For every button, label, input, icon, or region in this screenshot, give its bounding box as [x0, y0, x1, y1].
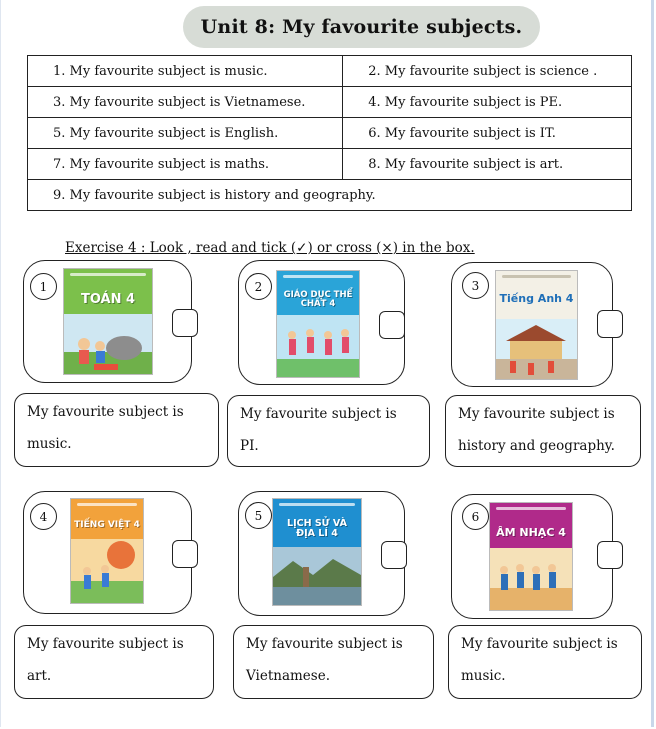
illustration-icon: [277, 315, 359, 377]
vocab-cell: 9. My favourite subject is history and geography.: [28, 180, 632, 211]
vocab-cell: 8. My favourite subject is art.: [343, 149, 632, 180]
vocab-cell: 6. My favourite subject is IT.: [343, 118, 632, 149]
vocab-cell: 7. My favourite subject is maths.: [28, 149, 343, 180]
sentence-text: history and geography.: [458, 438, 615, 454]
item-number-2: 2: [245, 273, 272, 300]
book-title: LỊCH SỬ VÀ ĐỊA LÍ 4: [287, 518, 347, 539]
item-number-3: 3: [462, 272, 489, 299]
vocab-cell: 4. My favourite subject is PE.: [343, 87, 632, 118]
sentence-text: music.: [27, 436, 72, 452]
sentence-box-4: [14, 625, 214, 699]
sentence-box-2: [227, 395, 430, 467]
book-cover-vietnamese: [70, 498, 144, 604]
book-cover-math: [63, 268, 153, 375]
sentence-text: Vietnamese.: [246, 668, 330, 684]
answer-box-5[interactable]: [381, 541, 407, 569]
illustration-icon: [71, 539, 143, 603]
sentence-text: art.: [27, 668, 52, 684]
vocab-cell: 1. My favourite subject is music.: [28, 56, 343, 87]
book-title: TIẾNG VIỆT 4: [74, 520, 140, 530]
exercise-title: Exercise 4 : Look , read and tick (✓) or cross (×) in the box.: [65, 240, 475, 256]
illustration-icon: [64, 314, 152, 374]
item-number-6: 6: [462, 503, 489, 530]
sentence-box-3: [445, 395, 641, 467]
book-cover-pe: [276, 270, 360, 378]
book-title: Tiếng Anh 4: [499, 292, 574, 305]
book-cover-history-geography: [272, 498, 362, 606]
item-number-1: 1: [30, 273, 57, 300]
answer-box-1[interactable]: [172, 309, 198, 337]
book-title: ÂM NHẠC 4: [496, 526, 566, 539]
sentence-text: My favourite subject is: [458, 406, 615, 422]
sentence-box-6: [448, 625, 642, 699]
sentence-text: My favourite subject is PI.: [240, 406, 397, 454]
item-number-5: 5: [245, 502, 272, 529]
vocabulary-table: [27, 55, 632, 211]
vocab-cell: 3. My favourite subject is Vietnamese.: [28, 87, 343, 118]
sentence-box-1: [14, 393, 219, 467]
sentence-text: My favourite subject is: [461, 636, 618, 652]
book-cover-english: [495, 270, 578, 380]
sentence-text: My favourite subject is: [246, 636, 403, 652]
illustration-icon: [273, 547, 361, 605]
answer-box-4[interactable]: [172, 540, 198, 568]
sentence-text: My favourite subject is: [27, 404, 184, 420]
illustration-icon: [490, 548, 572, 610]
illustration-icon: [496, 319, 577, 379]
book-title: TOÁN 4: [80, 292, 136, 307]
sentence-text: music.: [461, 668, 506, 684]
book-cover-music: [489, 502, 573, 611]
answer-box-2[interactable]: [379, 311, 405, 339]
answer-box-6[interactable]: [597, 541, 623, 569]
vocab-cell: 5. My favourite subject is English.: [28, 118, 343, 149]
answer-box-3[interactable]: [597, 310, 623, 338]
book-title: GIÁO DỤC THỂ CHẤT 4: [283, 290, 353, 309]
sentence-box-5: [233, 625, 434, 699]
item-number-4: 4: [30, 503, 57, 530]
sentence-text: My favourite subject is: [27, 636, 184, 652]
page-title: Unit 8: My favourite subjects.: [183, 6, 540, 48]
vocab-cell: 2. My favourite subject is science .: [343, 56, 632, 87]
